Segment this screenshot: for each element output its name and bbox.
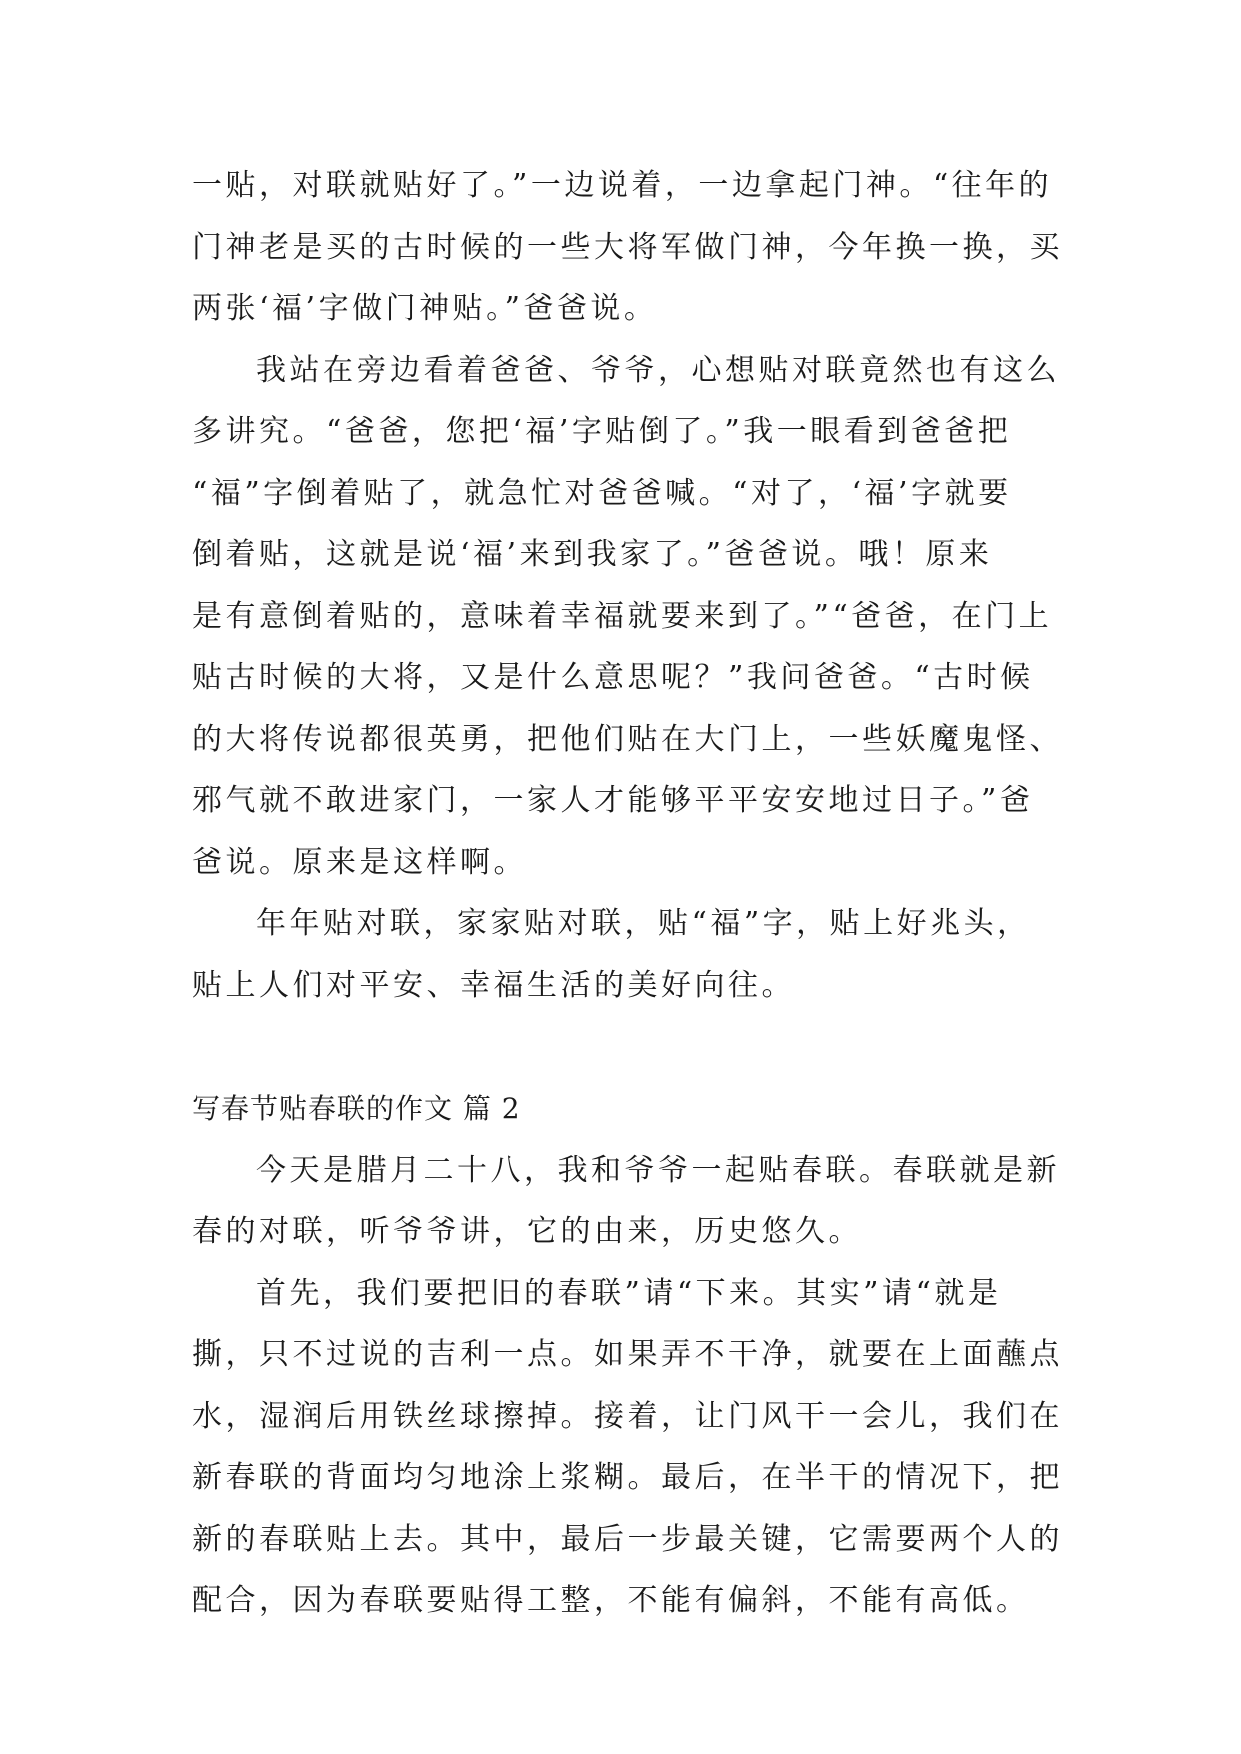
text-line: 倒着贴，这就是说‘福’来到我家了。”爸爸说。哦！原来: [192, 537, 993, 572]
text-line: 爸说。原来是这样啊。: [192, 844, 527, 880]
text-line: 水，湿润后用铁丝球擦掉。接着，让门风干一会儿，我们在: [192, 1398, 1063, 1434]
text-line: “福”字倒着贴了，就急忙对爸爸喊。“对了，‘福’字就要: [192, 475, 1012, 511]
text-line: 新的春联贴上去。其中，最后一步最关键，它需要两个人的: [192, 1521, 1063, 1557]
document-page: [192, 155, 1063, 1632]
text-line: 新春联的背面均匀地涂上浆糊。最后，在半干的情况下，把: [192, 1460, 1063, 1495]
text-line: 我站在旁边看着爸爸、爷爷，心想贴对联竟然也有这么: [256, 352, 1060, 388]
text-line: 多讲究。“爸爸，您把‘福’字贴倒了。”我一眼看到爸爸把: [192, 414, 1012, 449]
text-line: 门神老是买的古时候的一些大将军做门神，今年换一换，买: [192, 229, 1063, 265]
text-line: 年年贴对联，家家贴对联，贴“福”字，贴上好兆头，: [256, 906, 1031, 941]
paragraph-2: [192, 340, 1063, 894]
section-spacer: [192, 1016, 1052, 1078]
text-line: 撕，只不过说的吉利一点。如果弄不干净，就要在上面蘸点: [192, 1337, 1063, 1372]
text-line: 一贴，对联就贴好了。”一边说着，一边拿起门神。“往年的: [192, 168, 1053, 203]
text-line: 贴古时候的大将，又是什么意思呢？”我问爸爸。“古时候: [192, 660, 1034, 695]
text-line: 贴上人们对平安、幸福生活的美好向往。: [192, 967, 795, 1003]
text-line: 两张‘福’字做门神贴。”爸爸说。: [192, 291, 658, 326]
text-line: 是有意倒着贴的，意味着幸福就要来到了。”“爸爸，在门上: [192, 598, 1053, 634]
section-heading: 写春节贴春联的作文 篇 2: [192, 1092, 521, 1125]
text-line: 的大将传说都很英勇，把他们贴在大门上，一些妖魔鬼怪、: [192, 721, 1063, 757]
paragraph-3: [192, 893, 1052, 1016]
text-line: 首先，我们要把旧的春联”请“下来。其实”请“就是: [256, 1275, 1002, 1311]
text-line: 邪气就不敢进家门，一家人才能够平平安安地过日子。”爸: [192, 783, 1034, 818]
text-line: 今天是腊月二十八，我和爷爷一起贴春联。春联就是新: [256, 1152, 1060, 1188]
paragraph-4: [192, 1140, 1060, 1263]
paragraph-5: [192, 1263, 1063, 1632]
paragraph-1: [192, 155, 1063, 340]
text-line: 配合，因为春联要贴得工整，不能有偏斜，不能有高低。: [192, 1583, 1030, 1618]
text-line: 春的对联，听爷爷讲，它的由来，历史悠久。: [192, 1214, 862, 1249]
